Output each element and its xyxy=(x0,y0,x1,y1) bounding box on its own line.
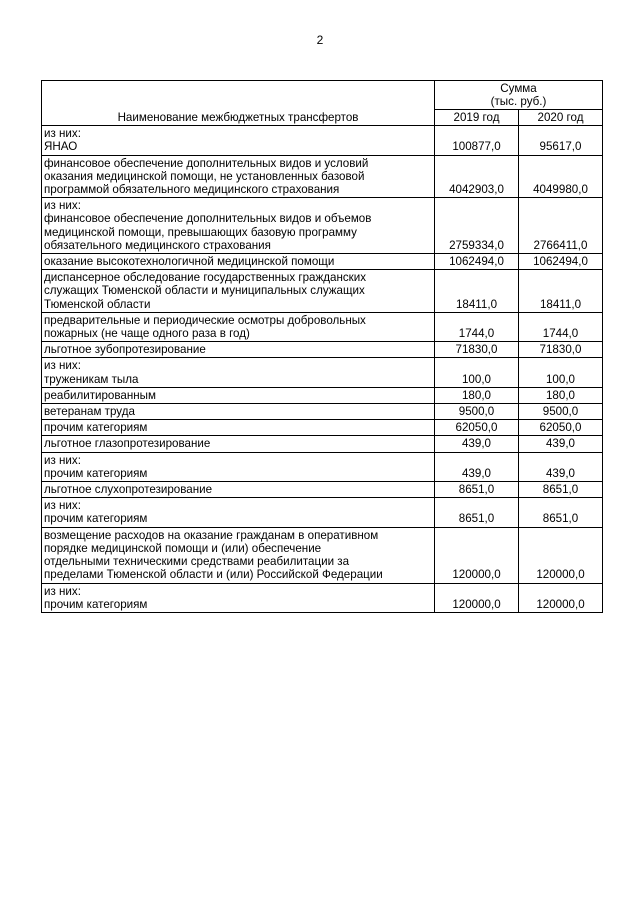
transfer-name-cell xyxy=(42,342,435,358)
transfer-name-line: из них: xyxy=(44,199,81,213)
amount-2019-cell: 120000,0 xyxy=(435,583,519,612)
transfer-name-cell xyxy=(42,498,435,527)
amount-2020-cell: 9500,0 xyxy=(519,404,603,420)
table-row xyxy=(42,155,603,198)
table-header-row xyxy=(42,81,603,110)
table-row xyxy=(42,270,603,313)
transfer-name-line: оказания медицинской помощи, не установленных базовой xyxy=(44,169,365,183)
column-header-name: Наименование межбюджетных трансфертов xyxy=(42,81,435,126)
transfer-name-line: пределами Тюменской области и (или) Российской Федерации xyxy=(44,568,383,582)
transfer-name-line: обязательного медицинского страхования xyxy=(44,238,271,252)
table-row xyxy=(42,482,603,498)
amount-2019-cell: 120000,0 xyxy=(435,527,519,583)
table-row xyxy=(42,583,603,612)
amount-2020-cell: 62050,0 xyxy=(519,420,603,436)
table-body xyxy=(42,126,603,613)
transfer-name-cell xyxy=(42,126,435,155)
transfer-name-line: финансовое обеспечение дополнительных видов и условий xyxy=(44,156,369,170)
amount-2019-cell: 100,0 xyxy=(435,358,519,387)
transfer-name-cell xyxy=(42,404,435,420)
transfer-name-line: прочим категориям xyxy=(44,421,148,435)
transfer-name-line: из них: xyxy=(44,453,81,467)
transfer-name-cell xyxy=(42,482,435,498)
transfer-name-line: программой обязательного медицинского страхования xyxy=(44,183,340,197)
amount-2020-cell: 1062494,0 xyxy=(519,254,603,270)
transfer-name-line: из них: xyxy=(44,359,81,373)
amount-2019-cell: 9500,0 xyxy=(435,404,519,420)
amount-2019-cell: 100877,0 xyxy=(435,126,519,155)
amount-2020-cell: 4049980,0 xyxy=(519,155,603,198)
amount-2019-cell: 439,0 xyxy=(435,436,519,452)
table-row xyxy=(42,527,603,583)
table-row xyxy=(42,312,603,341)
amount-2020-cell: 439,0 xyxy=(519,452,603,481)
amount-2020-cell: 180,0 xyxy=(519,387,603,403)
transfer-name-line: ЯНАО xyxy=(44,140,78,154)
table-row xyxy=(42,387,603,403)
transfer-name-line: льготное зубопротезирование xyxy=(44,343,206,357)
amount-2020-cell: 2766411,0 xyxy=(519,198,603,254)
amount-2020-cell: 8651,0 xyxy=(519,482,603,498)
amount-2020-cell: 1744,0 xyxy=(519,312,603,341)
transfer-name-cell xyxy=(42,155,435,198)
transfer-name-cell xyxy=(42,312,435,341)
column-header-2020: 2020 год xyxy=(519,110,603,126)
transfer-name-line: финансовое обеспечение дополнительных видов и объемов xyxy=(44,212,372,226)
amount-2019-cell: 18411,0 xyxy=(435,270,519,313)
transfer-name-line: прочим категориям xyxy=(44,466,148,480)
transfer-name-line: предварительные и периодические осмотры добровольных xyxy=(44,313,366,327)
transfers-table xyxy=(41,80,603,613)
transfer-name-cell xyxy=(42,452,435,481)
amount-2019-cell: 62050,0 xyxy=(435,420,519,436)
transfer-name-cell xyxy=(42,198,435,254)
transfer-name-cell xyxy=(42,420,435,436)
sum-header-line1: Сумма xyxy=(500,82,537,95)
transfer-name-line: из них: xyxy=(44,499,81,513)
table-row xyxy=(42,404,603,420)
amount-2019-cell: 8651,0 xyxy=(435,482,519,498)
transfer-name-line: оказание высокотехнологичной медицинской помощи xyxy=(44,255,335,269)
transfer-name-cell xyxy=(42,254,435,270)
amount-2019-cell: 71830,0 xyxy=(435,342,519,358)
amount-2019-cell: 180,0 xyxy=(435,387,519,403)
transfer-name-cell xyxy=(42,527,435,583)
transfer-name-line: порядке медицинской помощи и (или) обеспечение xyxy=(44,541,322,555)
transfer-name-cell xyxy=(42,583,435,612)
table-row xyxy=(42,452,603,481)
amount-2020-cell: 18411,0 xyxy=(519,270,603,313)
amount-2019-cell: 439,0 xyxy=(435,452,519,481)
transfer-name-line: прочим категориям xyxy=(44,597,148,611)
transfer-name-cell xyxy=(42,358,435,387)
amount-2019-cell: 1744,0 xyxy=(435,312,519,341)
column-header-2019: 2019 год xyxy=(435,110,519,126)
transfer-name-line: прочим категориям xyxy=(44,512,148,526)
transfer-name-cell xyxy=(42,387,435,403)
transfer-name-cell xyxy=(42,436,435,452)
transfer-name-line: льготное глазопротезирование xyxy=(44,437,211,451)
transfer-name-line: из них: xyxy=(44,584,81,598)
transfer-name-line: служащих Тюменской области и муниципальных служащих xyxy=(44,284,365,298)
table-row xyxy=(42,342,603,358)
column-header-sum xyxy=(435,81,603,110)
transfer-name-line: отдельными техническими средствами реабилитации за xyxy=(44,555,350,569)
amount-2020-cell: 8651,0 xyxy=(519,498,603,527)
amount-2020-cell: 100,0 xyxy=(519,358,603,387)
page-number: 2 xyxy=(316,33,324,47)
transfer-name-line: возмещение расходов на оказание гражданам в оперативном xyxy=(44,528,379,542)
transfer-name-line: реабилитированным xyxy=(44,388,156,402)
table-row xyxy=(42,198,603,254)
table-row xyxy=(42,254,603,270)
table-row xyxy=(42,498,603,527)
table-row xyxy=(42,436,603,452)
transfer-name-line: труженикам тыла xyxy=(44,372,139,386)
amount-2020-cell: 95617,0 xyxy=(519,126,603,155)
transfer-name-line: медицинской помощи, превышающих базовую программу xyxy=(44,225,357,239)
transfer-name-line: льготное слухопротезирование xyxy=(44,483,213,497)
amount-2019-cell: 1062494,0 xyxy=(435,254,519,270)
amount-2020-cell: 439,0 xyxy=(519,436,603,452)
amount-2020-cell: 120000,0 xyxy=(519,527,603,583)
table-row xyxy=(42,420,603,436)
transfer-name-line: из них: xyxy=(44,127,81,141)
transfer-name-line: диспансерное обследование государственных гражданских xyxy=(44,271,366,285)
amount-2020-cell: 71830,0 xyxy=(519,342,603,358)
transfer-name-line: Тюменской области xyxy=(44,297,151,311)
table-row xyxy=(42,358,603,387)
transfer-name-cell xyxy=(42,270,435,313)
amount-2019-cell: 4042903,0 xyxy=(435,155,519,198)
transfer-name-line: ветеранам труда xyxy=(44,405,135,419)
amount-2019-cell: 2759334,0 xyxy=(435,198,519,254)
transfer-name-line: пожарных (не чаще одного раза в год) xyxy=(44,327,250,341)
table-row xyxy=(42,126,603,155)
sum-header-line2: (тыс. руб.) xyxy=(490,95,547,108)
amount-2019-cell: 8651,0 xyxy=(435,498,519,527)
amount-2020-cell: 120000,0 xyxy=(519,583,603,612)
